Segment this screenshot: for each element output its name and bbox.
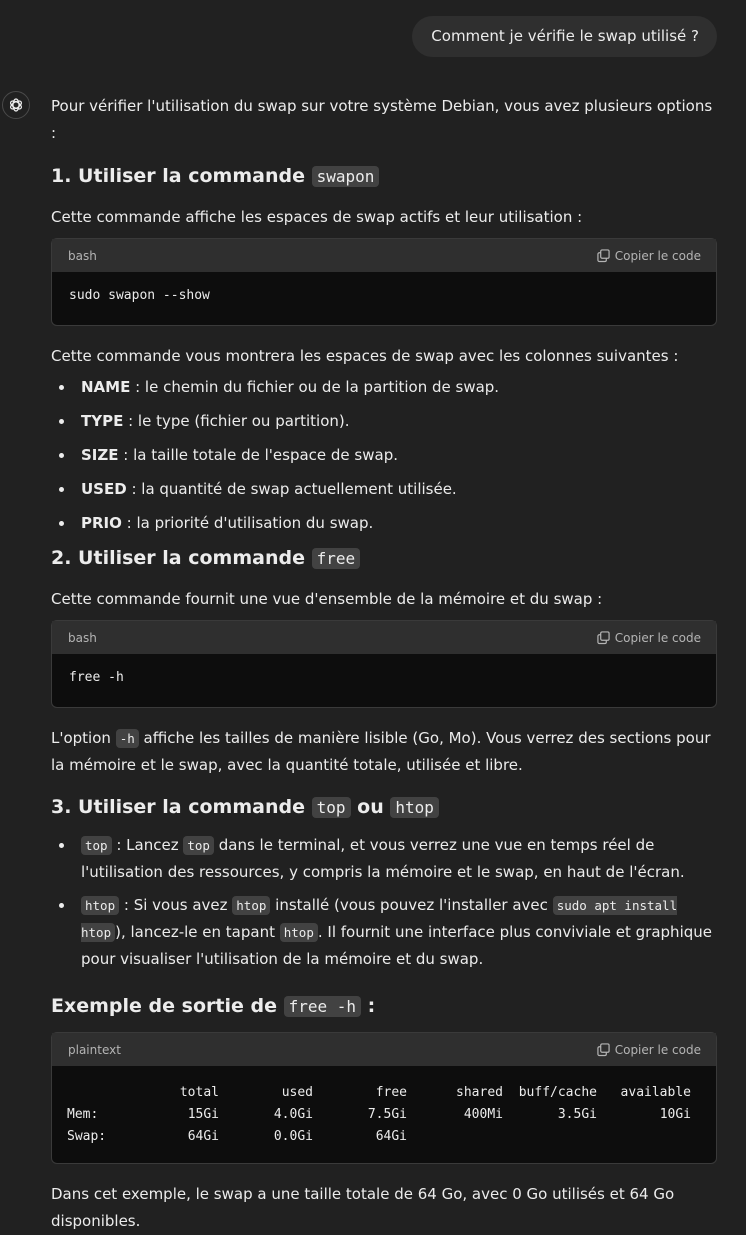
copy-code-button[interactable] xyxy=(597,249,701,263)
section2-after-text: L'option -h affiche les tailles de manière lisible (Go, Mo). Vous verrez des sections pour la mémoire et le swap, avec la quantité totale, utilisée et libre. xyxy=(51,729,711,774)
intro-text: Pour vérifier l'utilisation du swap sur votre système Debian, vous avez plusieurs options : xyxy=(51,97,713,142)
section1-heading xyxy=(51,162,721,191)
code-header xyxy=(52,239,716,272)
section2-heading-code: free xyxy=(312,548,361,569)
assistant-message xyxy=(51,93,721,1235)
example-heading: Exemple de sortie de free -h : xyxy=(51,995,376,1017)
table-row: Swap: 64Gi 0.0Gi 64Gi xyxy=(67,1128,407,1144)
code-block-free-output xyxy=(51,1032,717,1164)
list-item-htop: htop : Si vous avez htop installé (vous pouvez l'installer avec sudo apt install htop ), lancez-le en tapant htop . Il fournit une interface plus conviviale et graphique pour visualiser l'utilisation de la mémoire et du swap. xyxy=(51,892,721,973)
example-heading-text: Exemple de sortie de xyxy=(51,995,277,1017)
copy-code-button[interactable] xyxy=(597,1043,701,1057)
section1-heading-text: 1. Utiliser la commande xyxy=(51,165,305,187)
openai-logo-icon xyxy=(7,96,25,114)
code-language: bash xyxy=(68,248,97,263)
code-content: sudo swapon --show xyxy=(69,288,210,303)
free-output-table xyxy=(67,1081,691,1147)
section2-description: Cette commande fournit une vue d'ensemble de la mémoire et du swap : xyxy=(51,590,603,608)
code-language: bash xyxy=(68,630,97,645)
list-item: TYPE : le type (fichier ou partition). xyxy=(51,408,721,435)
list-item-top: top : Lancez top dans le terminal, et vous verrez une vue en temps réel de l'utilisation des ressources, y compris la mémoire et le swap, en haut de l'écran. xyxy=(51,832,721,886)
code-block-free xyxy=(51,620,717,708)
copy-code-label: Copier le code xyxy=(614,248,701,263)
section1-description: Cette commande affiche les espaces de swap actifs et leur utilisation : xyxy=(51,208,583,226)
code-block-swapon xyxy=(51,238,717,326)
copy-icon xyxy=(597,249,610,262)
conclusion-text: Dans cet exemple, le swap a une taille totale de 64 Go, avec 0 Go utilisés et 64 Go disponibles. xyxy=(51,1185,675,1230)
free-output xyxy=(52,1066,716,1147)
table-row: Mem: 15Gi 4.0Gi 7.5Gi 400Mi 3.5Gi 10Gi xyxy=(67,1106,691,1122)
list-item: USED : la quantité de swap actuellement utilisée. xyxy=(51,476,721,503)
section1-heading-code: swapon xyxy=(312,166,380,187)
section1-after-text: Cette commande vous montrera les espaces de swap avec les colonnes suivantes : xyxy=(51,347,679,365)
code-language: plaintext xyxy=(68,1042,121,1057)
list-item: SIZE : la taille totale de l'espace de swap. xyxy=(51,442,721,469)
swap-columns-list xyxy=(51,374,721,537)
top-htop-list xyxy=(51,832,721,973)
section2-heading xyxy=(51,544,721,573)
user-message-bubble xyxy=(412,16,717,57)
copy-code-label: Copier le code xyxy=(614,630,701,645)
copy-code-button[interactable] xyxy=(597,631,701,645)
code-header xyxy=(52,1033,716,1066)
list-item: NAME : le chemin du fichier ou de la partition de swap. xyxy=(51,374,721,401)
assistant-avatar xyxy=(2,91,30,119)
user-message-text: Comment je vérifie le swap utilisé ? xyxy=(431,27,699,45)
section3-heading: 3. Utiliser la commande top ou htop xyxy=(51,793,721,822)
example-heading-code: free -h xyxy=(284,996,361,1017)
inline-code: -h xyxy=(116,729,139,748)
section3-heading-code-top: top xyxy=(312,797,351,818)
list-item: PRIO : la priorité d'utilisation du swap. xyxy=(51,510,721,537)
table-header-row: total used free shared buff/cache available xyxy=(179,1084,691,1100)
section2-heading-text: 2. Utiliser la commande xyxy=(51,547,305,569)
code-header xyxy=(52,621,716,654)
copy-icon xyxy=(597,631,610,644)
section3-heading-code-htop: htop xyxy=(390,797,439,818)
section3-heading-text: 3. Utiliser la commande xyxy=(51,796,305,818)
copy-code-label: Copier le code xyxy=(614,1042,701,1057)
copy-icon xyxy=(597,1043,610,1056)
code-content: free -h xyxy=(69,670,124,685)
